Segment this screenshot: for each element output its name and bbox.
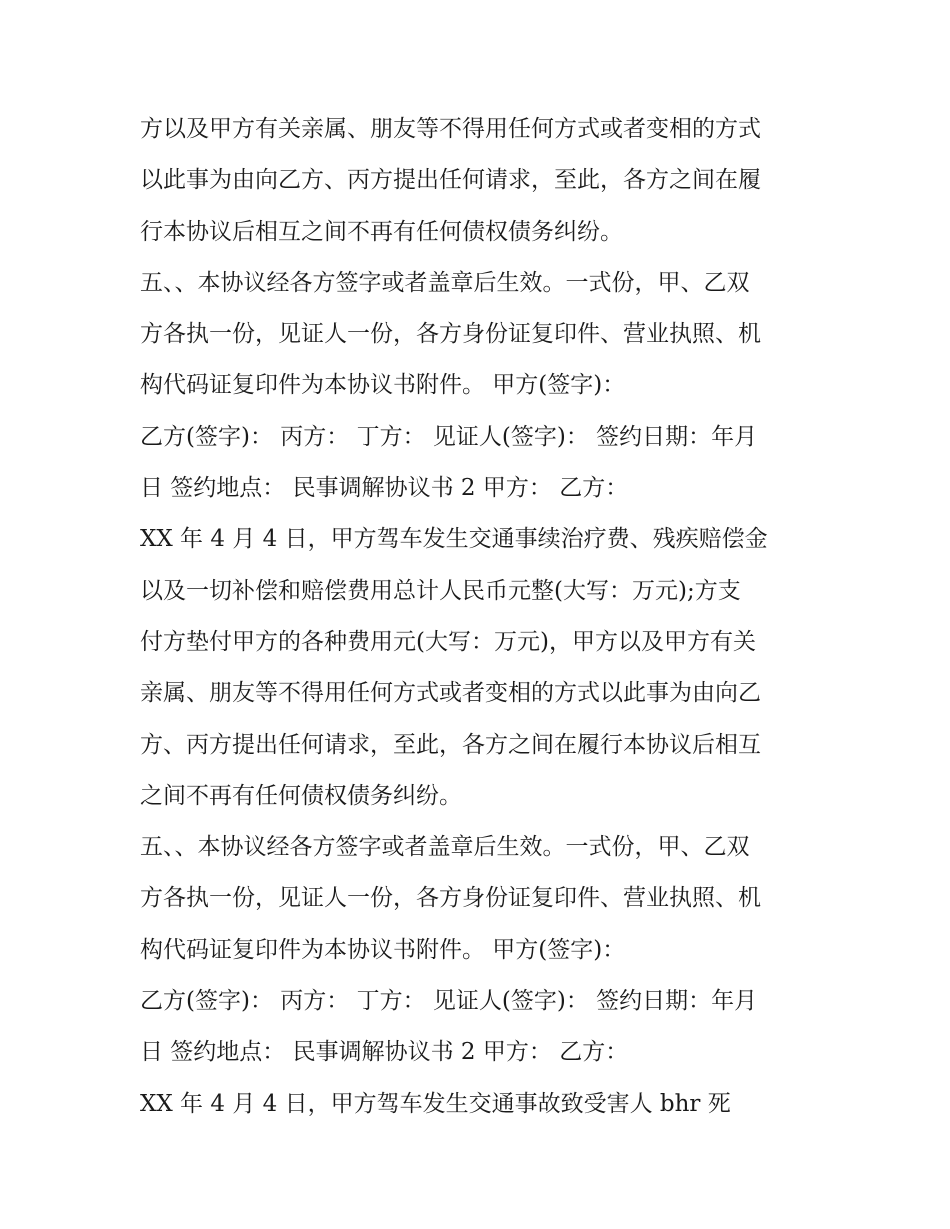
- text-line: 日 签约地点： 民事调解协议书 2 甲方： 乙方：: [140, 475, 629, 502]
- text-line: 方以及甲方有关亲属、朋友等不得用任何方式或者变相的方式: [140, 116, 761, 142]
- text-line: 乙方(签字)： 丙方： 丁方： 见证人(签字)： 签约日期：年月: [140, 988, 758, 1015]
- text-line: 构代码证复印件为本协议书附件。 甲方(签字)：: [140, 936, 626, 963]
- text-line: 五、、本协议经各方签字或者盖章后生效。一式份，甲、乙双: [140, 269, 750, 296]
- text-line: 之间不再有任何债权债务纠纷。: [140, 782, 462, 809]
- text-line: 五、、本协议经各方签字或者盖章后生效。一式份，甲、乙双: [140, 834, 750, 861]
- text-line: 方各执一份，见证人一份，各方身份证复印件、营业执照、机: [140, 885, 761, 912]
- document-body: [140, 104, 840, 1130]
- text-line: XX 年 4 月 4 日，甲方驾车发生交通事续治疗费、残疾赔偿金: [140, 526, 768, 553]
- text-line: 付方垫付甲方的各种费用元(大写：万元)，甲方以及甲方有关: [140, 628, 756, 655]
- text-line: 方、丙方提出任何请求，至此，各方之间在履行本协议后相互: [140, 731, 761, 758]
- text-line: 乙方(签字)： 丙方： 丁方： 见证人(签字)： 签约日期：年月: [140, 423, 758, 450]
- text-line: XX 年 4 月 4 日，甲方驾车发生交通事故致受害人 bhr 死: [140, 1090, 731, 1117]
- text-line: 亲属、朋友等不得用任何方式或者变相的方式以此事为由向乙: [140, 680, 761, 707]
- text-line: 行本协议后相互之间不再有任何债权债务纠纷。: [140, 218, 623, 245]
- text-line: 日 签约地点： 民事调解协议书 2 甲方： 乙方：: [140, 1039, 629, 1066]
- text-line: 构代码证复印件为本协议书附件。 甲方(签字)：: [140, 372, 626, 399]
- text-line: 方各执一份，见证人一份，各方身份证复印件、营业执照、机: [140, 321, 761, 348]
- text-line: 以及一切补偿和赔偿费用总计人民币元整(大写：万元);方支: [140, 577, 741, 604]
- text-line: 以此事为由向乙方、丙方提出任何请求，至此，各方之间在履: [140, 167, 761, 194]
